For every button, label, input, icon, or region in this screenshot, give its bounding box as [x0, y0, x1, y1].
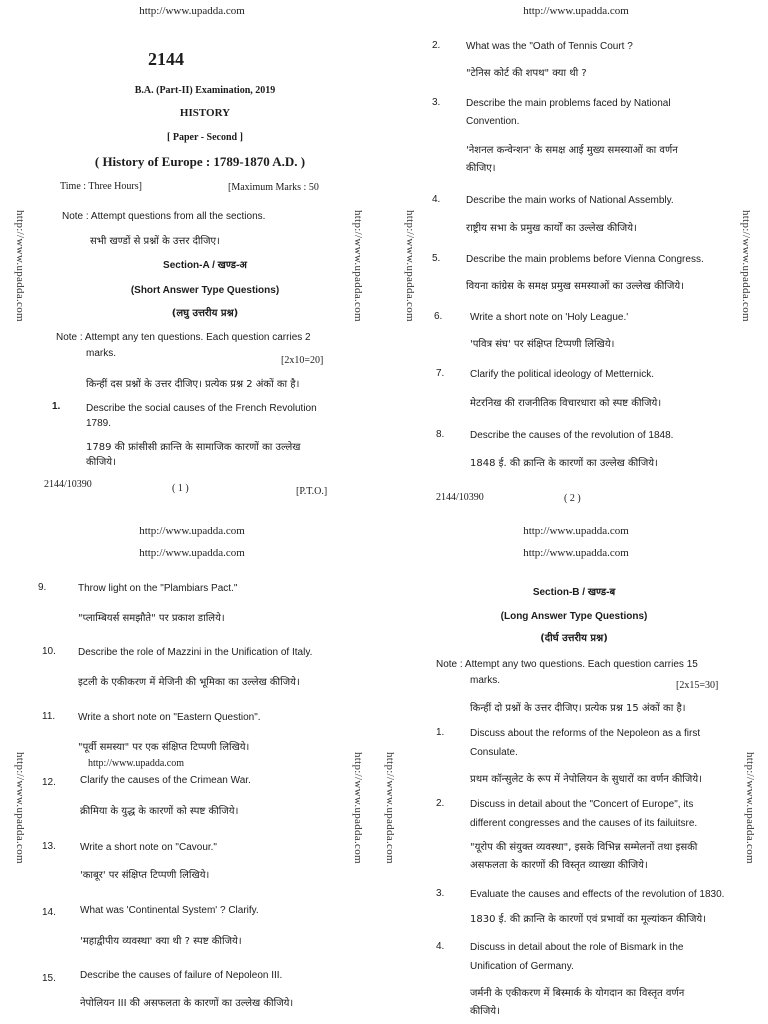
inline-url: http://www.upadda.com — [88, 758, 185, 769]
question-text: Unification of Germany. — [470, 961, 574, 972]
question-text-hi: "पूर्वी समस्या" पर एक संक्षिप्त टिप्पणी लिखिये। — [78, 742, 250, 753]
question-text-hi: कीजिए। — [466, 163, 496, 174]
page-4 — [384, 512, 768, 1024]
section-b-marks: [2x15=30] — [676, 680, 719, 691]
question-text: Describe the causes of the revolution of 1848. — [470, 430, 674, 441]
question-text: What was 'Continental System' ? Clarify. — [80, 905, 259, 916]
question-text: Discuss in detail about the "Concert of Europe", its — [470, 799, 694, 810]
question-text-hi: मेटरनिख की राजनीतिक विचारधारा को स्पष्ट कीजिये। — [470, 398, 662, 409]
question-text-hi: कीजिये। — [86, 457, 116, 468]
question-number: 6. — [434, 311, 443, 322]
question-text: Throw light on the "Plambiars Pact." — [78, 583, 238, 594]
page-2 — [384, 0, 768, 512]
section-b-note: Note : Attempt any two questions. Each question carries 15 — [436, 659, 698, 670]
question-text-hi: प्रथम कॉन्सुलेट के रूप में नेपोलियन के सुधारों का वर्णन कीजिये। — [470, 774, 702, 785]
question-text: 1789. — [86, 418, 112, 429]
side-url: http://www.upadda.com — [352, 210, 364, 322]
section-b-type: (Long Answer Type Questions) — [500, 611, 648, 622]
question-text: Discuss about the reforms of the Nepoleon as a first — [470, 728, 701, 739]
section-a-note-cont: marks. — [86, 348, 116, 359]
header-url: http://www.upadda.com — [139, 547, 245, 559]
section-a-note-hi: किन्हीं दस प्रश्नों के उत्तर दीजिए। प्रत्येक प्रश्न 2 अंकों का है। — [86, 379, 300, 390]
question-text-hi: राष्ट्रीय सभा के प्रमुख कार्यों का उल्लेख कीजिये। — [466, 223, 637, 234]
question-text-hi: "प्लाम्बियर्स समझौते" पर प्रकाश डालिये। — [78, 613, 225, 624]
question-text: different congresses and the causes of its failuitsre. — [470, 818, 698, 829]
question-text: What was the "Oath of Tennis Court ? — [466, 41, 633, 52]
question-text-hi: इटली के एकीकरण में मेजिनी की भूमिका का उल्लेख कीजिये। — [78, 677, 300, 688]
course-title: ( History of Europe : 1789-1870 A.D. ) — [94, 154, 306, 169]
question-text: Describe the causes of failure of Nepoleon III. — [80, 970, 283, 981]
section-b-note-hi: किन्हीं दो प्रश्नों के उत्तर दीजिए। प्रत्येक प्रश्न 15 अंकों का है। — [470, 703, 686, 714]
side-url: http://www.upadda.com — [352, 752, 364, 864]
section-b-note-cont: marks. — [470, 675, 500, 686]
question-text-hi: 'पवित्र संघ' पर संक्षिप्त टिप्पणी लिखिये। — [470, 339, 615, 350]
question-text-hi: "यूरोप की संयुक्त व्यवस्था", इसके विभिन्न सम्मेलनों तथा इसकी — [470, 842, 698, 853]
exam-title: B.A. (Part-II) Examination, 2019 — [134, 85, 276, 96]
question-text-hi: असफलता के कारणों की विस्तृत व्याख्या कीजिये। — [470, 860, 648, 871]
section-a-type: (Short Answer Type Questions) — [130, 285, 280, 296]
question-text-hi: "टेनिस कोर्ट की शपथ" क्या थी ? — [466, 68, 587, 79]
question-text-hi: 'महाद्वीपीय व्यवस्था' क्या थी ? स्पष्ट कीजिये। — [80, 936, 242, 947]
paper-code: 2144 — [148, 49, 184, 69]
question-text: Write a short note on 'Holy League.' — [470, 312, 629, 323]
question-number: 10. — [42, 646, 56, 657]
question-number: 2. — [436, 798, 445, 809]
question-text-hi: 'काबूर' पर संक्षिप्त टिप्पणी लिखिये। — [80, 870, 210, 881]
question-text: Describe the social causes of the French Revolution — [86, 403, 317, 414]
header-url: http://www.upadda.com — [139, 5, 245, 17]
question-text-hi: जर्मनी के एकीकरण में बिस्मार्क के योगदान का विस्तृत वर्णन — [470, 988, 685, 999]
subject-title: HISTORY — [179, 107, 231, 119]
question-number: 9. — [38, 582, 47, 593]
question-text: Evaluate the causes and effects of the revolution of 1830. — [470, 889, 725, 900]
question-number: 1. — [52, 401, 61, 412]
header-url: http://www.upadda.com — [139, 525, 245, 537]
question-text: Discuss in detail about the role of Bismark in the — [470, 942, 684, 953]
question-number: 4. — [432, 194, 441, 205]
question-number: 5. — [432, 253, 441, 264]
question-number: 15. — [42, 973, 56, 984]
question-number: 2. — [432, 40, 441, 51]
header-url: http://www.upadda.com — [523, 5, 629, 17]
general-note: Note : Attempt questions from all the sections. — [62, 211, 266, 222]
question-number: 14. — [42, 907, 56, 918]
question-text: Clarify the causes of the Crimean War. — [80, 775, 251, 786]
question-text-hi: कीजिये। — [470, 1006, 500, 1017]
paper-label: [ Paper - Second ] — [167, 132, 243, 143]
question-number: 4. — [436, 941, 445, 952]
section-a-note: Note : Attempt any ten questions. Each question carries 2 — [56, 332, 311, 343]
question-text-hi: 1830 ई. की क्रान्ति के कारणों एवं प्रभावों का मूल्यांकन कीजिये। — [470, 914, 706, 925]
page-3 — [0, 512, 384, 1024]
side-url: http://www.upadda.com — [384, 752, 396, 864]
question-number: 8. — [436, 429, 445, 440]
question-text: Consulate. — [470, 747, 518, 758]
section-b-heading: Section-B / खण्ड-ब — [532, 587, 616, 598]
footer-code: 2144/10390 — [44, 479, 92, 490]
section-b-type-hi: (दीर्घ उत्तरीय प्रश्न) — [540, 633, 608, 644]
footer-page-number: ( 2 ) — [564, 493, 581, 504]
footer-pto: [P.T.O.] — [296, 486, 328, 497]
max-marks: [Maximum Marks : 50 — [228, 182, 319, 193]
time-label: Time : Three Hours] — [60, 181, 142, 192]
question-number: 13. — [42, 841, 56, 852]
question-text: Describe the role of Mazzini in the Unification of Italy. — [78, 647, 313, 658]
side-url: http://www.upadda.com — [404, 210, 416, 322]
section-a-heading: Section-A / खण्ड-अ — [163, 260, 247, 271]
question-text: Clarify the political ideology of Metternick. — [470, 369, 654, 380]
question-text-hi: 1848 ई. की क्रान्ति के कारणों का उल्लेख कीजिये। — [470, 458, 658, 469]
side-url: http://www.upadda.com — [14, 752, 26, 864]
section-a-type-hi: (लघु उत्तरीय प्रश्न) — [171, 308, 239, 319]
question-text-hi: 'नेशनल कन्वेन्शन' के समक्ष आई मुख्य समस्याओं का वर्णन — [466, 145, 678, 156]
question-text: Describe the main problems faced by National — [466, 98, 671, 109]
question-text: Write a short note on "Cavour." — [80, 842, 217, 853]
question-number: 7. — [436, 368, 445, 379]
footer-code: 2144/10390 — [436, 492, 484, 503]
question-number: 11. — [42, 711, 56, 722]
question-number: 1. — [436, 727, 445, 738]
header-url: http://www.upadda.com — [523, 525, 629, 537]
question-text-hi: नेपोलियन III की असफलता के कारणों का उल्लेख कीजिये। — [80, 998, 294, 1009]
side-url: http://www.upadda.com — [740, 210, 752, 322]
question-text: Describe the main problems before Vienna Congress. — [466, 254, 704, 265]
side-url: http://www.upadda.com — [14, 210, 26, 322]
footer-page-number: ( 1 ) — [172, 483, 189, 494]
question-text-hi: 1789 की फ्रांसीसी क्रान्ति के सामाजिक कारणों का उल्लेख — [86, 442, 301, 453]
header-url: http://www.upadda.com — [523, 547, 629, 559]
question-number: 3. — [432, 97, 441, 108]
question-text: Convention. — [466, 116, 520, 127]
section-a-marks: [2x10=20] — [281, 355, 324, 366]
question-text: Write a short note on "Eastern Question". — [78, 712, 261, 723]
question-number: 3. — [436, 888, 445, 899]
question-number: 12. — [42, 777, 56, 788]
question-text-hi: वियना कांग्रेस के समक्ष प्रमुख समस्याओं का उल्लेख कीजिये। — [466, 281, 684, 292]
page-1 — [0, 0, 384, 512]
side-url: http://www.upadda.com — [744, 752, 756, 864]
general-note-hi: सभी खण्डों से प्रश्नों के उत्तर दीजिए। — [90, 236, 220, 247]
question-text-hi: क्रीमिया के युद्ध के कारणों को स्पष्ट कीजिये। — [80, 806, 239, 817]
question-text: Describe the main works of National Assembly. — [466, 195, 674, 206]
